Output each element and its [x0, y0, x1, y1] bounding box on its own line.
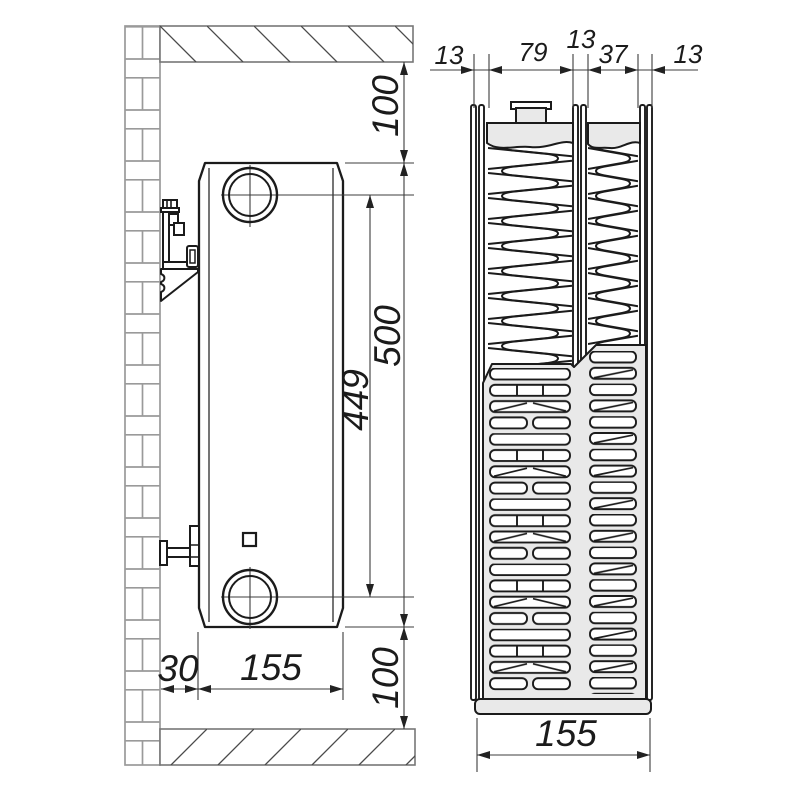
top-wall-bracket: [161, 200, 199, 301]
bottom-edge-bar: [475, 699, 651, 714]
dim-text-depth: 155: [240, 647, 302, 688]
dim-text-mid-panel: 13: [566, 24, 596, 54]
dim-text-connection-pitch: 449: [335, 369, 376, 431]
dim-text-back-panel: 13: [434, 40, 464, 70]
bottom-wall-bracket: [160, 526, 199, 566]
dim-text-wall-gap: 30: [157, 648, 199, 689]
top-header: [487, 102, 640, 148]
dim-text-total-height: 500: [367, 305, 408, 367]
ceiling-section: [160, 26, 413, 62]
dim-text-front-panel: 13: [673, 39, 703, 69]
dim-text-floor-offset: 100: [365, 647, 406, 709]
fin-pack-wide: [488, 146, 572, 364]
floor-section: [160, 729, 415, 765]
fin-pack-narrow: [588, 146, 638, 345]
dim-text-fin-gap: 79: [518, 37, 548, 67]
vent-square-hole: [243, 533, 256, 546]
wall-section: [125, 26, 160, 765]
dim-text-front-gap: 37: [598, 39, 628, 69]
radiator-section-view: [471, 102, 652, 714]
dim-text-ceiling-offset: 100: [365, 75, 406, 137]
grille-slots-wide: [489, 368, 571, 694]
radiator-side-view: [199, 163, 414, 629]
dim-text-total-depth: 155: [535, 713, 597, 754]
grille-slots-narrow: [589, 351, 639, 694]
